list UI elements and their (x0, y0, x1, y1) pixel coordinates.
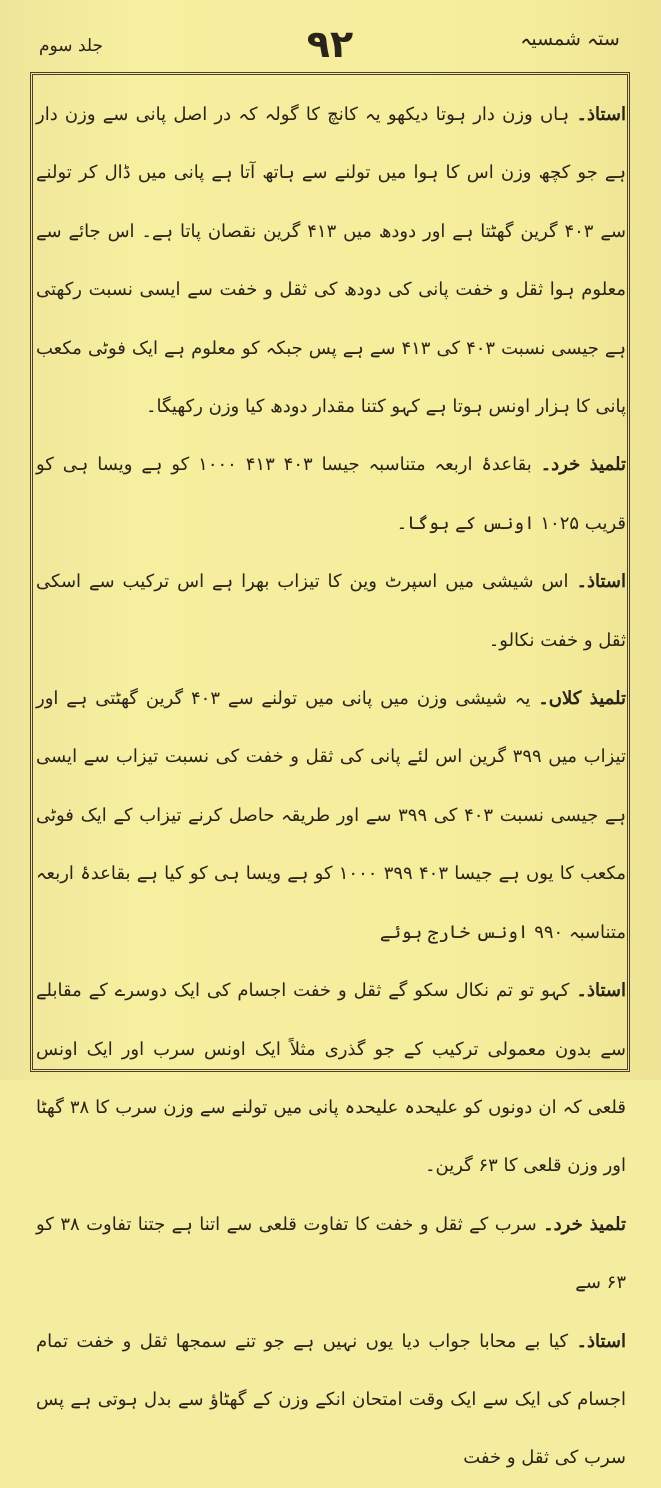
speaker-label: استاذ۔ (576, 980, 626, 1002)
dialogue-paragraph (36, 962, 626, 1196)
dialogue-paragraph (36, 86, 626, 436)
speaker-label: تلمیذ کلاں۔ (538, 688, 626, 710)
dialogue-paragraph (36, 436, 626, 553)
paragraph-text: کیا بے محابا جواب دیا یوں نہیں ہے جو تنے سمجھا ثقل و خفت تمام اجسام کی ایک سے ایک وقت امتحان انکے وزن کے گھٹاؤ سے بدل ہوتی ہے پس سرب کی ثقل و خفت (36, 1330, 626, 1469)
page-body (36, 86, 626, 1488)
speaker-label: تلمیذ خرد۔ (543, 1213, 626, 1235)
paragraph-text: اس شیشی میں اسپرٹ وین کا تیزاب بھرا ہے اس ترکیب سے اسکی ثقل و خفت نکالو۔ (36, 571, 626, 651)
speaker-label: استاذ۔ (576, 104, 626, 125)
page-header (0, 0, 661, 72)
page-number: ۹۲ (306, 22, 354, 66)
dialogue-paragraph (36, 1313, 626, 1488)
speaker-label: استاذ۔ (576, 1330, 626, 1352)
speaker-label: استاذ۔ (576, 571, 626, 593)
dialogue-paragraph (36, 1196, 626, 1313)
dialogue-paragraph (36, 670, 626, 962)
dialogue-paragraph (36, 553, 626, 670)
speaker-label: تلمیذ خرد۔ (540, 454, 626, 476)
paragraph-text: یہ شیشی وزن میں پانی میں تولنے سے ۴۰۳ گرین گھٹتی ہے اور تیزاب میں ۳۹۹ گرین اس لئے پانی کی ثقل و خفت کی نسبت تیزاب سے ایسی ہے جیسی نسبت ۴۰۳ کی ۳۹۹ سے اور طریقہ حاصل کرنے تیزاب کے ایک فوٹی مکعب کا یوں ہے جیسا ۴۰۳ ۳۹۹ ۱۰۰۰ کو ہے ویسا ہی کو کیا ہے بقاعدۂ اربعہ متناسبہ ۹۹۰ اونس خارج ہوئے (36, 688, 626, 943)
volume-label: جلد سوم (38, 36, 103, 56)
paragraph-text: کہو تو تم نکال سکو گے ثقل و خفت اجسام کی ایک دوسرے کے مقابلے سے بدون معمولی ترکیب کے جو گذری مثلاً ایک اونس سرب اور ایک اونس قلعی کہ ان دونوں کو علیحدہ علیحدہ پانی میں تولنے سے وزن سرب کا ۳۸ گھٹا اور وزن قلعی کا ۶۳ گرین۔ (36, 980, 626, 1177)
book-title: ستہ شمسیہ (520, 28, 620, 50)
paragraph-text: سرب کے ثقل و خفت کا تفاوت قلعی سے اتنا ہے جتنا تفاوت ۳۸ کو ۶۳ سے (36, 1213, 626, 1294)
paragraph-text: ہاں وزن دار ہوتا دیکھو یہ کانچ کا گولہ کہ در اصل پانی سے وزن دار ہے جو کچھ وزن اس کا ہوا میں تولنے سے ہاتھ آتا ہے پانی میں ڈال کر تولنے سے ۴۰۳ گرین گھٹتا ہے اور دودھ میں ۴۱۳ گرین نقصان پاتا ہے۔ اس جائے سے معلوم ہوا ثقل و خفت پانی کی دودھ کی ثقل و خفت سے ایسی نسبت رکھتی ہے جیسی نسبت ۴۰۳ کی ۴۱۳ سے ہے پس جبکہ کو معلوم ہے ایک فوٹی مکعب پانی کا ہزار اونس ہوتا ہے کہو کتنا مقدار دودھ کیا وزن رکھیگا۔ (36, 104, 627, 418)
paragraph-text: بقاعدۂ اربعہ متناسبہ جیسا ۴۰۳ ۴۱۳ ۱۰۰۰ کو ہے ویسا ہی کو قریب ۱۰۲۵ اونس کے ہوگا۔ (36, 454, 626, 534)
